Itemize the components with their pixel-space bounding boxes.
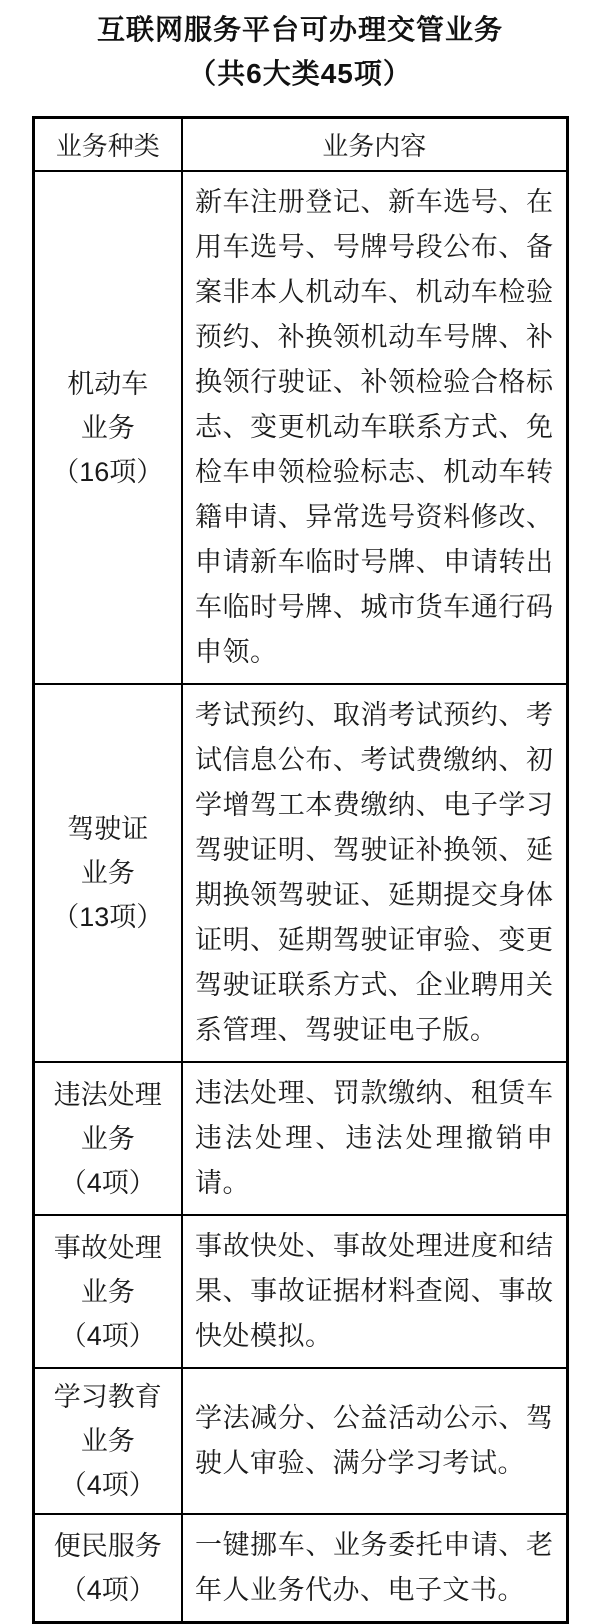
- category-cell: [33, 1514, 182, 1623]
- category-line: 业务: [80, 1276, 135, 1307]
- content-cell-text: 考试预约、取消考试预约、考试信息公布、考试费缴纳、初学增驾工本费缴纳、电子学习驾驶证明、驾驶证补换领、延期换领驾驶证、延期提交身体证明、延期驾驶证审验、变更驾驶证联系方式、企业聘用关系管理、驾驶证电子版。: [195, 700, 554, 1045]
- category-cell: [33, 1215, 182, 1368]
- category-line: 业务: [80, 1426, 135, 1456]
- table-row: [33, 1215, 567, 1368]
- content-cell: [182, 1215, 567, 1368]
- page-title-line2: （共6大类45项）: [188, 58, 412, 89]
- table-wrap: [32, 116, 569, 1624]
- table-row: [33, 1368, 567, 1514]
- table-row: [33, 171, 567, 684]
- content-cell: [182, 171, 567, 684]
- category-cell: [33, 684, 182, 1062]
- title-block: [0, 8, 600, 96]
- category-line: （16项）: [52, 456, 164, 487]
- content-cell-text: 一键挪车、业务委托申请、老年人业务代办、电子文书。: [195, 1530, 554, 1605]
- header-business-content: 业务内容: [182, 118, 567, 172]
- content-cell-text: 新车注册登记、新车选号、在用车选号、号牌号段公布、备案非本人机动车、机动车检验预约、补换领机动车号牌、补换领行驶证、补领检验合格标志、变更机动车联系方式、免检车申领检验标志、机动车转籍申请、异常选号资料修改、申请新车临时号牌、申请转出车临时号牌、城市货车通行码申领。: [195, 187, 554, 667]
- category-line: 驾驶证: [67, 814, 149, 844]
- category-line: 机动车: [67, 368, 149, 399]
- category-line: （13项）: [52, 902, 164, 932]
- category-line: 事故处理: [53, 1232, 162, 1263]
- table-body: [33, 171, 567, 1623]
- category-line: 业务: [80, 1123, 135, 1154]
- content-cell-text: 违法处理、罚款缴纳、租赁车违法处理、违法处理撤销申请。: [195, 1078, 554, 1198]
- category-line: （4项）: [59, 1167, 156, 1198]
- table-row: [33, 1062, 567, 1215]
- header-business-type: 业务种类: [33, 118, 182, 172]
- content-cell: [182, 1062, 567, 1215]
- category-line: 学习教育: [53, 1382, 162, 1412]
- table-row: [33, 684, 567, 1062]
- category-cell: [33, 1062, 182, 1215]
- content-cell-text: 学法减分、公益活动公示、驾驶人审验、满分学习考试。: [195, 1403, 554, 1478]
- content-cell: [182, 1368, 567, 1514]
- header-row: [33, 118, 567, 172]
- category-line: （4项）: [59, 1320, 156, 1351]
- category-line: 违法处理: [53, 1079, 162, 1110]
- category-cell: [33, 171, 182, 684]
- category-line: （4项）: [59, 1575, 156, 1605]
- table-row: [33, 1514, 567, 1623]
- content-cell: [182, 684, 567, 1062]
- page-title-line1: 互联网服务平台可办理交管业务: [96, 14, 503, 45]
- category-cell: [33, 1368, 182, 1514]
- category-line: 业务: [80, 412, 135, 443]
- category-line: （4项）: [59, 1470, 156, 1500]
- content-cell-text: 事故快处、事故处理进度和结果、事故证据材料查阅、事故快处模拟。: [195, 1231, 554, 1351]
- category-line: 业务: [80, 858, 135, 888]
- category-line: 便民服务: [53, 1531, 162, 1561]
- business-table: [32, 116, 569, 1624]
- table-head: [33, 118, 567, 172]
- content-cell: [182, 1514, 567, 1623]
